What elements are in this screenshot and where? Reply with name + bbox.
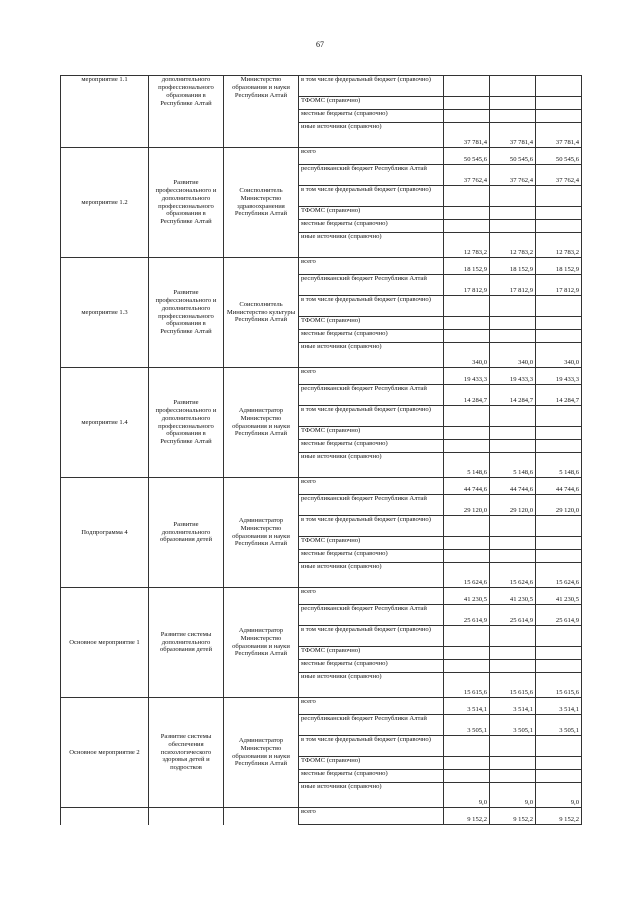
executor-cell — [224, 808, 299, 825]
amount-cell-3: 18 152,9 — [536, 258, 582, 275]
amount-cell-3: 19 433,3 — [536, 368, 582, 385]
amount-cell-2: 14 284,7 — [490, 385, 536, 406]
funding-source-cell: всего — [299, 258, 444, 275]
amount-cell-3: 14 284,7 — [536, 385, 582, 406]
amount-cell-3: 41 230,5 — [536, 588, 582, 605]
amount-cell-2: 340,0 — [490, 343, 536, 368]
amount-cell-3 — [536, 757, 582, 770]
measure-number-cell: мероприятие 1.1 — [61, 76, 149, 148]
amount-cell-3: 17 812,9 — [536, 275, 582, 296]
measure-number-cell: Основное мероприятие 2 — [61, 698, 149, 808]
amount-cell-1 — [444, 736, 490, 757]
measure-name-cell: дополнительного профессионального образования в Республике Алтай — [149, 76, 224, 148]
amount-cell-2: 12 783,2 — [490, 233, 536, 258]
amount-cell-3 — [536, 736, 582, 757]
amount-cell-1: 37 762,4 — [444, 165, 490, 186]
funding-source-cell: в том числе федеральный бюджет (справочно) — [299, 516, 444, 537]
amount-cell-3 — [536, 97, 582, 110]
amount-cell-3: 5 148,6 — [536, 453, 582, 478]
funding-source-cell: всего — [299, 478, 444, 495]
amount-cell-2: 18 152,9 — [490, 258, 536, 275]
funding-source-cell: местные бюджеты (справочно) — [299, 220, 444, 233]
amount-cell-3: 15 624,6 — [536, 563, 582, 588]
amount-cell-2 — [490, 97, 536, 110]
funding-source-cell: иные источники (справочно) — [299, 233, 444, 258]
amount-cell-2 — [490, 770, 536, 783]
table-row — [61, 588, 582, 605]
funding-source-cell: иные источники (справочно) — [299, 563, 444, 588]
budget-table — [60, 75, 582, 825]
measure-number-cell: Подпрограмма 4 — [61, 478, 149, 588]
amount-cell-3 — [536, 626, 582, 647]
funding-source-cell: ТФОМС (справочно) — [299, 317, 444, 330]
amount-cell-3: 37 781,4 — [536, 123, 582, 148]
funding-source-cell: местные бюджеты (справочно) — [299, 110, 444, 123]
funding-source-cell: ТФОМС (справочно) — [299, 207, 444, 220]
amount-cell-1 — [444, 97, 490, 110]
amount-cell-3 — [536, 516, 582, 537]
funding-source-cell: всего — [299, 808, 444, 825]
amount-cell-1 — [444, 440, 490, 453]
funding-source-cell: иные источники (справочно) — [299, 453, 444, 478]
amount-cell-3 — [536, 537, 582, 550]
funding-source-cell: в том числе федеральный бюджет (справочно) — [299, 76, 444, 97]
funding-source-cell: всего — [299, 698, 444, 715]
funding-source-cell: в том числе федеральный бюджет (справочно) — [299, 186, 444, 207]
amount-cell-3 — [536, 220, 582, 233]
amount-cell-1 — [444, 537, 490, 550]
funding-source-cell: ТФОМС (справочно) — [299, 427, 444, 440]
amount-cell-2 — [490, 317, 536, 330]
amount-cell-1 — [444, 647, 490, 660]
amount-cell-3 — [536, 330, 582, 343]
funding-source-cell: местные бюджеты (справочно) — [299, 550, 444, 563]
amount-cell-1: 3 505,1 — [444, 715, 490, 736]
measure-name-cell: Развитие дополнительного образования детей — [149, 478, 224, 588]
amount-cell-1 — [444, 296, 490, 317]
amount-cell-3 — [536, 770, 582, 783]
funding-source-cell: республиканский бюджет Республики Алтай — [299, 495, 444, 516]
funding-source-cell: в том числе федеральный бюджет (справочно) — [299, 406, 444, 427]
funding-source-cell: иные источники (справочно) — [299, 673, 444, 698]
amount-cell-3: 9 152,2 — [536, 808, 582, 825]
funding-source-cell: местные бюджеты (справочно) — [299, 440, 444, 453]
amount-cell-2 — [490, 427, 536, 440]
amount-cell-1: 17 812,9 — [444, 275, 490, 296]
table-row — [61, 76, 582, 97]
amount-cell-3 — [536, 296, 582, 317]
amount-cell-2: 3 505,1 — [490, 715, 536, 736]
amount-cell-1 — [444, 516, 490, 537]
amount-cell-1: 15 624,6 — [444, 563, 490, 588]
amount-cell-1: 12 783,2 — [444, 233, 490, 258]
amount-cell-1 — [444, 110, 490, 123]
amount-cell-3 — [536, 647, 582, 660]
measure-number-cell: Основное мероприятие 1 — [61, 588, 149, 698]
amount-cell-2: 15 615,6 — [490, 673, 536, 698]
measure-name-cell: Развитие профессионального и дополнительного профессионального образования в Республике Алтай — [149, 368, 224, 478]
amount-cell-2 — [490, 406, 536, 427]
amount-cell-1: 3 514,1 — [444, 698, 490, 715]
amount-cell-2 — [490, 736, 536, 757]
amount-cell-1 — [444, 220, 490, 233]
amount-cell-1: 37 781,4 — [444, 123, 490, 148]
amount-cell-2: 17 812,9 — [490, 275, 536, 296]
amount-cell-1 — [444, 406, 490, 427]
amount-cell-1: 29 120,0 — [444, 495, 490, 516]
amount-cell-2 — [490, 516, 536, 537]
measure-name-cell: Развитие системы дополнительного образования детей — [149, 588, 224, 698]
amount-cell-3 — [536, 207, 582, 220]
amount-cell-2: 29 120,0 — [490, 495, 536, 516]
amount-cell-1: 14 284,7 — [444, 385, 490, 406]
table-row — [61, 368, 582, 385]
amount-cell-2 — [490, 757, 536, 770]
amount-cell-1 — [444, 76, 490, 97]
amount-cell-2: 5 148,6 — [490, 453, 536, 478]
amount-cell-2: 37 781,4 — [490, 123, 536, 148]
measure-name-cell — [149, 808, 224, 825]
measure-number-cell: мероприятие 1.4 — [61, 368, 149, 478]
amount-cell-2: 44 744,6 — [490, 478, 536, 495]
amount-cell-1 — [444, 770, 490, 783]
amount-cell-1: 19 433,3 — [444, 368, 490, 385]
amount-cell-1 — [444, 550, 490, 563]
amount-cell-2 — [490, 76, 536, 97]
funding-source-cell: республиканский бюджет Республики Алтай — [299, 715, 444, 736]
executor-cell: Администратор Министерство образования и науки Республики Алтай — [224, 478, 299, 588]
amount-cell-3 — [536, 660, 582, 673]
budget-table-body — [61, 76, 582, 825]
amount-cell-1: 9,0 — [444, 783, 490, 808]
amount-cell-1: 25 614,9 — [444, 605, 490, 626]
amount-cell-3 — [536, 110, 582, 123]
amount-cell-3 — [536, 76, 582, 97]
amount-cell-3 — [536, 186, 582, 207]
table-row — [61, 148, 582, 165]
executor-cell: Министерство образования и науки Республики Алтай — [224, 76, 299, 148]
amount-cell-1: 9 152,2 — [444, 808, 490, 825]
funding-source-cell: иные источники (справочно) — [299, 123, 444, 148]
table-row — [61, 478, 582, 495]
amount-cell-2 — [490, 550, 536, 563]
amount-cell-2 — [490, 207, 536, 220]
amount-cell-1 — [444, 207, 490, 220]
amount-cell-1 — [444, 626, 490, 647]
funding-source-cell: республиканский бюджет Республики Алтай — [299, 385, 444, 406]
amount-cell-2 — [490, 330, 536, 343]
table-row — [61, 808, 582, 825]
measure-name-cell: Развитие профессионального и дополнительного профессионального образования в Республике Алтай — [149, 148, 224, 258]
funding-source-cell: ТФОМС (справочно) — [299, 757, 444, 770]
amount-cell-3 — [536, 550, 582, 563]
funding-source-cell: всего — [299, 588, 444, 605]
amount-cell-3: 15 615,6 — [536, 673, 582, 698]
amount-cell-2 — [490, 537, 536, 550]
amount-cell-1: 41 230,5 — [444, 588, 490, 605]
table-row — [61, 698, 582, 715]
amount-cell-1: 50 545,6 — [444, 148, 490, 165]
funding-source-cell: ТФОМС (справочно) — [299, 537, 444, 550]
amount-cell-2 — [490, 110, 536, 123]
funding-source-cell: иные источники (справочно) — [299, 783, 444, 808]
executor-cell: Администратор Министерство образования и науки Республики Алтай — [224, 588, 299, 698]
amount-cell-1 — [444, 186, 490, 207]
amount-cell-2: 41 230,5 — [490, 588, 536, 605]
measure-number-cell — [61, 808, 149, 825]
amount-cell-3: 3 505,1 — [536, 715, 582, 736]
amount-cell-1: 340,0 — [444, 343, 490, 368]
amount-cell-2 — [490, 220, 536, 233]
amount-cell-2 — [490, 647, 536, 660]
funding-source-cell: в том числе федеральный бюджет (справочно) — [299, 626, 444, 647]
funding-source-cell: в том числе федеральный бюджет (справочно) — [299, 296, 444, 317]
amount-cell-1 — [444, 330, 490, 343]
amount-cell-1 — [444, 317, 490, 330]
funding-source-cell: ТФОМС (справочно) — [299, 97, 444, 110]
funding-source-cell: республиканский бюджет Республики Алтай — [299, 165, 444, 186]
measure-number-cell: мероприятие 1.3 — [61, 258, 149, 368]
funding-source-cell: ТФОМС (справочно) — [299, 647, 444, 660]
table-row — [61, 258, 582, 275]
funding-source-cell: республиканский бюджет Республики Алтай — [299, 605, 444, 626]
amount-cell-1 — [444, 757, 490, 770]
amount-cell-3: 25 614,9 — [536, 605, 582, 626]
measure-name-cell: Развитие системы обеспечения психологического здоровья детей и подростков — [149, 698, 224, 808]
funding-source-cell: местные бюджеты (справочно) — [299, 330, 444, 343]
measure-number-cell: мероприятие 1.2 — [61, 148, 149, 258]
amount-cell-2 — [490, 660, 536, 673]
amount-cell-3: 37 762,4 — [536, 165, 582, 186]
amount-cell-2: 25 614,9 — [490, 605, 536, 626]
page-number: 67 — [316, 40, 324, 49]
funding-source-cell: всего — [299, 368, 444, 385]
amount-cell-1: 44 744,6 — [444, 478, 490, 495]
amount-cell-2: 37 762,4 — [490, 165, 536, 186]
executor-cell: Соисполнитель Министерство культуры Республики Алтай — [224, 258, 299, 368]
executor-cell: Соисполнитель Министерство здравоохранения Республики Алтай — [224, 148, 299, 258]
amount-cell-1 — [444, 660, 490, 673]
amount-cell-3: 44 744,6 — [536, 478, 582, 495]
funding-source-cell: в том числе федеральный бюджет (справочно) — [299, 736, 444, 757]
amount-cell-3: 50 545,6 — [536, 148, 582, 165]
measure-name-cell: Развитие профессионального и дополнительного профессионального образования в Республике Алтай — [149, 258, 224, 368]
amount-cell-1: 18 152,9 — [444, 258, 490, 275]
amount-cell-2: 9,0 — [490, 783, 536, 808]
amount-cell-3 — [536, 406, 582, 427]
amount-cell-3 — [536, 317, 582, 330]
funding-source-cell: республиканский бюджет Республики Алтай — [299, 275, 444, 296]
amount-cell-2: 19 433,3 — [490, 368, 536, 385]
amount-cell-2: 3 514,1 — [490, 698, 536, 715]
amount-cell-2: 50 545,6 — [490, 148, 536, 165]
amount-cell-2 — [490, 440, 536, 453]
budget-table-container — [60, 75, 580, 828]
executor-cell: Администратор Министерство образования и науки Республики Алтай — [224, 698, 299, 808]
amount-cell-3 — [536, 427, 582, 440]
executor-cell: Администратор Министерство образования и науки Республики Алтай — [224, 368, 299, 478]
amount-cell-2 — [490, 296, 536, 317]
amount-cell-1: 5 148,6 — [444, 453, 490, 478]
funding-source-cell: иные источники (справочно) — [299, 343, 444, 368]
funding-source-cell: местные бюджеты (справочно) — [299, 660, 444, 673]
amount-cell-2: 9 152,2 — [490, 808, 536, 825]
amount-cell-2: 15 624,6 — [490, 563, 536, 588]
amount-cell-3: 340,0 — [536, 343, 582, 368]
funding-source-cell: всего — [299, 148, 444, 165]
amount-cell-3: 29 120,0 — [536, 495, 582, 516]
amount-cell-3: 3 514,1 — [536, 698, 582, 715]
amount-cell-2 — [490, 186, 536, 207]
amount-cell-3: 12 783,2 — [536, 233, 582, 258]
funding-source-cell: местные бюджеты (справочно) — [299, 770, 444, 783]
amount-cell-1 — [444, 427, 490, 440]
amount-cell-2 — [490, 626, 536, 647]
amount-cell-1: 15 615,6 — [444, 673, 490, 698]
amount-cell-3: 9,0 — [536, 783, 582, 808]
amount-cell-3 — [536, 440, 582, 453]
